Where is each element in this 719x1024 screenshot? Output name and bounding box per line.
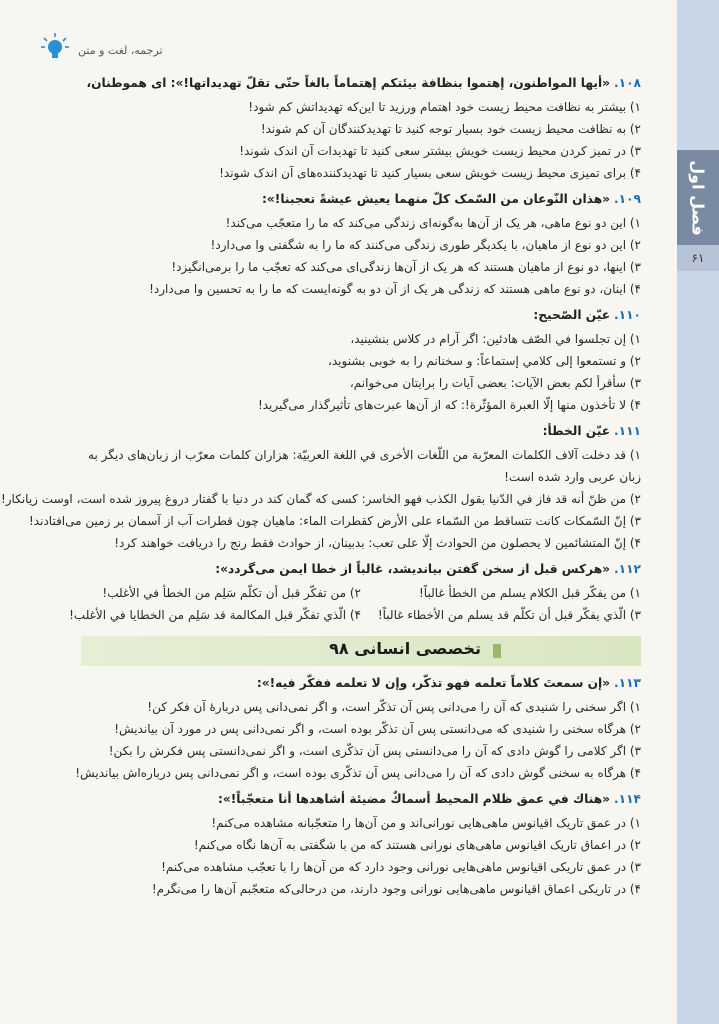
option: ۲) هرگاه سخنی را شنیدی که می‌دانستی پس آن تذکّر بوده است، و اگر نمی‌دانی پس در مورد آن بیاندیش!: [114, 722, 641, 736]
option: ۴) اینان، دو نوع ماهی هستند که زندگی هر یک از آن دو به گونه‌ایست که ما را به تحسین وا می‌دارد!: [149, 282, 641, 296]
question-number: ۱۱۲.: [614, 562, 641, 576]
question-109: [81, 192, 641, 300]
stem-text: «أيها المواطنون، إهتموا بنظافة بيئتكم إهتماماً بالغاً حتّى تقلّ تهديداتها!»: ای هموطنان،: [86, 76, 611, 90]
option: ۳) در تمیز کردن محیط زیست خویش بیشتر سعی کنید تا تهدیدات آن اندک شوند!: [239, 144, 641, 158]
question-number: ۱۰۸.: [614, 76, 641, 90]
option: ۲) این دو نوع از ماهیان، با یکدیگر طوری زندگی می‌کنند که ما را به شگفتی وا می‌دارد!: [210, 238, 641, 252]
question-number: ۱۱۴.: [614, 792, 641, 806]
option: ۴) لا تأخذون منها إلّا العبرة المؤثّرة!: که از آن‌ها عبرت‌های تأثیرگذار می‌گیرید!: [257, 398, 641, 412]
option: ۴) در تاریکی اعماق اقیانوس ماهی‌هایی نورانی وجود دارند، من درحالی‌که متعجّبم آن‌ها را می‌نگرم!: [151, 882, 641, 896]
option: زبان عربی وارد شده است!: [504, 470, 641, 484]
stem-text: «إن سمعتَ كلاماً تعلمه فهو تذكّر، وإن لا تعلمه ففكّر فيه!»:: [256, 676, 611, 690]
stem-text: «هذان النّوعان من السّمک كلّ منهما يعيش عيشةً تعجبنا!»:: [262, 192, 611, 206]
option: ۱) بیشتر به نظافت محیط زیست خود اهتمام ورزید تا این‌که تهدیداتش کم شود!: [248, 100, 641, 114]
option: ۴) إنّ المتشائمين لا يحصلون من الحوادث إلّا على تعب: بدبینان، از حوادث فقط رنج را دریافت خواهند کرد!: [114, 536, 641, 550]
stem-text: عيّن الصّحيح:: [533, 308, 611, 322]
question-stem: [81, 792, 641, 806]
stem-text: «هرکس قبل از سخن گفتن بیاندیشد، غالباً از خطا ایمن می‌گردد»:: [215, 562, 611, 576]
page-number: ۶۱: [677, 245, 719, 271]
question-number: ۱۱۱.: [614, 424, 641, 438]
question-stem: [81, 76, 641, 90]
header-title: ترجمه، لغت و متن: [78, 44, 163, 57]
stem-text: عيّن الخطأ:: [542, 424, 611, 438]
option: ۲) من تفكّر قبل أن تكلّم سَلِم من الخطأ في الأغلب!: [102, 586, 361, 600]
question-number: ۱۱۰.: [614, 308, 641, 322]
question-111: [0, 424, 641, 554]
option: ۳) سأقرأ لكم بعض الآيات: بعضی آیات را برایتان می‌خوانم،: [349, 376, 641, 390]
option: ۱) من يفكّر قبل الكلام يسلم من الخطأ غالباً!: [418, 586, 641, 600]
page-header: [40, 38, 669, 68]
option: ۳) در عمق تاریکی اقیانوس ماهی‌هایی نورانی وجود دارد که من آن‌ها را با تعجّب مشاهده می‌کنم!: [161, 860, 641, 874]
question-stem: [81, 562, 641, 576]
question-108: [81, 76, 641, 184]
option: ۳) اگر کلامی را گوش دادی که آن را می‌دانستی پس آن تذکّری است، و اگر نمی‌دانستی پس فکرش را بکن!: [108, 744, 641, 758]
option: ۱) در عمق تاریک اقیانوس ماهی‌هایی نورانی‌اند و من آن‌ها را متعجّبانه مشاهده می‌کنم!: [211, 816, 641, 830]
section-marker: [493, 644, 501, 658]
option: ۲) در اعماق تاریک اقیانوس ماهی‌های نورانی هستند که من با شگفتی به آن‌ها نگاه می‌کنم!: [193, 838, 641, 852]
option: ۱) این دو نوع ماهی، هر یک از آن‌ها به‌گونه‌ای زندگی می‌کند که ما را متعجّب می‌کند!: [225, 216, 641, 230]
question-stem: [81, 192, 641, 206]
stem-text: «هناك في عمق ظلام المحيط أسماكٌ مضيئة أشاهدها أنا متعجّباً!»:: [218, 792, 611, 806]
option: ۳) الّذي يفكّر قبل أن تكلّم قد يسلم من الأخطاء غالباً!: [377, 608, 641, 622]
question-stem: [81, 424, 641, 438]
lightbulb-icon: [40, 32, 70, 62]
option: ۱) إن تجلسوا في الصّف هادئين: اگر آرام در کلاس بنشینید،: [350, 332, 641, 346]
option: ۲) به نظافت محیط زیست خود بسیار توجه کنید تا تهدیدکنندگان آن کم شوند!: [260, 122, 641, 136]
option-grid: [69, 582, 641, 626]
section-title: تخصصی انسانی ۹۸: [329, 639, 481, 658]
option: ۲) من ظنّ أنه قد فاز في الدّنيا بقول الكذب فهو الخاسر: کسی که گمان کند در دنیا با گفتار دروغ پیروز شده است، اوست زیانکار!: [0, 492, 641, 506]
option: ۴) هرگاه به سخنی گوش دادی که آن را می‌دانی پس آن تذکّری بوده است، و اگر نمی‌دانی پس درباره‌اش بیاندیش!: [75, 766, 641, 780]
question-stem: [81, 308, 641, 322]
question-112: [69, 562, 641, 626]
chapter-label: فصل اول: [688, 159, 708, 236]
option: ۳) اینها، دو نوع از ماهیان هستند که هر یک از آن‌ها زندگی‌ای می‌کند که تعجّب ما را برمی‌انگیزد!: [171, 260, 641, 274]
question-114: [81, 792, 641, 900]
option: ۴) برای تمیزی محیط زیست خویش سعی بسیار کنید تا تهدیدکننده‌های آن اندک شوند!: [219, 166, 641, 180]
question-number: ۱۱۳.: [614, 676, 641, 690]
question-113: [75, 676, 641, 784]
question-stem: [81, 676, 641, 690]
option: ۱) اگر سخنی را شنیدی که آن را می‌دانی پس آن تذکّر است، و اگر نمی‌دانی پس دربارهٔ آن فکر کن!: [147, 700, 641, 714]
chapter-tab: [677, 150, 719, 245]
section-header: [81, 636, 641, 666]
question-110: [81, 308, 641, 416]
question-content: [0, 72, 641, 908]
question-number: ۱۰۹.: [614, 192, 641, 206]
option: ۲) و تستمعوا إلى كلامي إستماعاً: و سخنانم را به خوبی بشنوید،: [327, 354, 641, 368]
option: ۴) الّذي تفكّر قبل المكالمة قد سَلِم من الخطايا في الأغلب!: [69, 608, 361, 622]
option: ۳) إنّ السّمكات كانت تتساقط من السّماء على الأرض كقطرات الماء: ماهیان چون قطرات آب از آسمان بر زمین می‌افتادند!: [29, 514, 641, 528]
option: ۱) قد دخلت آلاف الكلمات المعرّبة من اللّغات الأخرى في اللغة العربيّة: هزاران کلمات معرّب از زبان‌های دیگر به: [88, 448, 641, 462]
